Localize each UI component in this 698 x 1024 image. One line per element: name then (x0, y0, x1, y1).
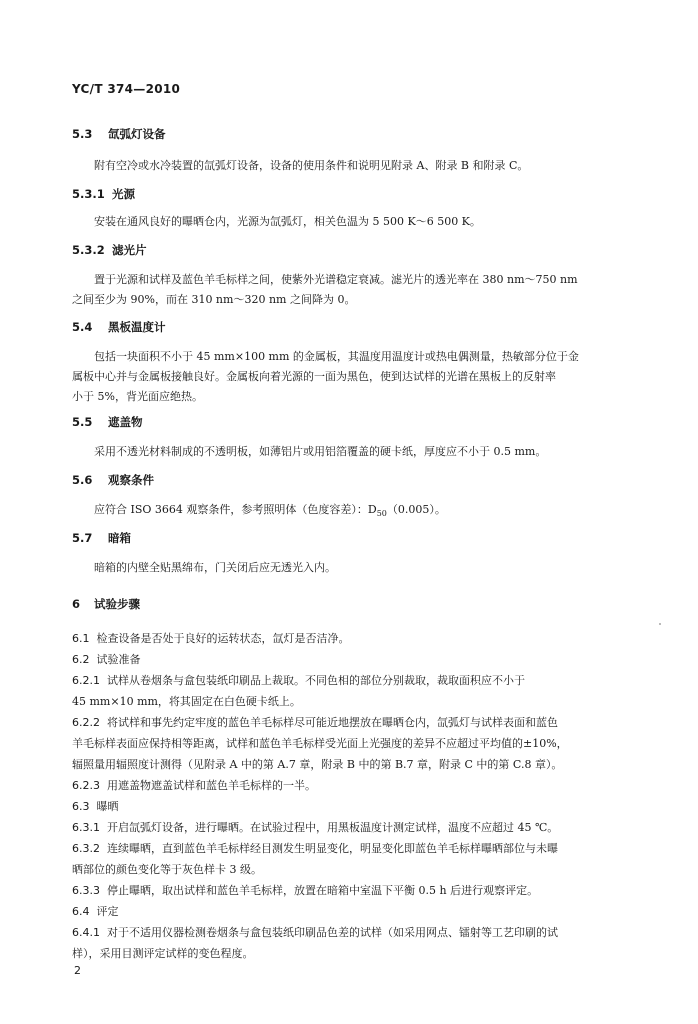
item-number: 6.3.3 (72, 884, 100, 897)
procedure-line (72, 838, 558, 859)
section-number: 5.3.2 (72, 243, 105, 257)
item-text: 晒部位的颜色变化等于灰色样卡 3 级。 (72, 863, 262, 876)
item-text: 样），采用目测评定试样的变色程度。 (72, 947, 254, 960)
item-text: 试验准备 (96, 653, 141, 666)
section-5-4-heading (72, 319, 166, 335)
item-number: 6.3.2 (72, 842, 100, 855)
section-title: 暗箱 (108, 531, 131, 545)
item-text: 45 mm×10 mm，将其固定在白色硬卡纸上。 (72, 695, 301, 708)
item-text: 用遮盖物遮盖试样和蓝色羊毛标样的一半。 (107, 779, 316, 792)
item-number: 6.2.1 (72, 674, 100, 687)
item-text: 曝晒 (96, 800, 119, 813)
section-5-6-heading (72, 472, 154, 488)
item-text: 试样从卷烟条与盒包装纸印刷品上裁取。不同色相的部位分别裁取，裁取面积应不小于 (107, 674, 525, 687)
section-number: 5.3.1 (72, 187, 105, 201)
procedure-line (72, 817, 558, 838)
item-number: 6.4 (72, 905, 90, 918)
item-number: 6.3.1 (72, 821, 100, 834)
item-text: 检查设备是否处于良好的运转状态，氙灯是否洁净。 (96, 632, 350, 645)
page-number: 2 (74, 964, 81, 977)
procedure-line (72, 628, 350, 649)
item-number: 6.4.1 (72, 926, 100, 939)
section-5-6-text (72, 500, 638, 524)
section-title: 滤光片 (112, 243, 147, 257)
procedure-line (72, 670, 525, 691)
section-5-4-text-line2: 属板中心并与金属板接触良好。金属板向着光源的一面为黑色，使到达试样的光谱在黑板上的反射率 (72, 370, 556, 383)
section-number: 5.5 (72, 415, 93, 429)
document-code-header: YC/T 374—2010 (72, 82, 181, 96)
section-title: 遮盖物 (108, 415, 143, 429)
procedure-line (72, 880, 538, 901)
section-number: 5.7 (72, 531, 93, 545)
section-5-3-2-text-line1: 置于光源和试样及蓝色羊毛标样之间，使紫外光谱稳定衰减。滤光片的透光率在 380 nm～750 nm (94, 273, 578, 286)
item-number: 6.1 (72, 632, 90, 645)
procedure-line (72, 754, 562, 775)
section-5-5-text: 采用不透光材料制成的不透明板，如薄铝片或用铝箔覆盖的硬卡纸，厚度应不小于 0.5 mm。 (94, 445, 547, 458)
section-5-5-heading (72, 414, 143, 430)
procedure-line (72, 712, 558, 733)
section-5-3-1-text: 安装在通风良好的曝晒仓内，光源为氙弧灯，相关色温为 5 500 K～6 500 K。 (94, 215, 481, 228)
item-text: 将试样和事先约定牢度的蓝色羊毛标样尽可能近地摆放在曝晒仓内，氙弧灯与试样表面和蓝色 (107, 716, 558, 729)
section-5-4-text-line1: 包括一块面积不小于 45 mm×100 mm 的金属板，其温度用温度计或热电偶测量，热敏部分位于金 (94, 350, 579, 363)
section-5-3-2-text-line2: 之间至少为 90%，而在 310 nm～320 nm 之间降为 0。 (72, 293, 356, 306)
section-5-3-2-heading (72, 242, 147, 258)
procedure-line (72, 943, 254, 964)
item-number: 6.2.2 (72, 716, 100, 729)
section-title: 氙弧灯设备 (108, 127, 166, 141)
item-text: 开启氙弧灯设备，进行曝晒。在试验过程中，用黑板温度计测定试样，温度不应超过 45 ℃。 (107, 821, 559, 834)
procedure-line (72, 733, 568, 754)
section-5-4-text-line3: 小于 5%，背光面应绝热。 (72, 390, 203, 403)
section-5-3-text: 附有空冷或水冷装置的氙弧灯设备，设备的使用条件和说明见附录 A、附录 B 和附录 C。 (94, 159, 529, 172)
section-title: 试验步骤 (94, 597, 140, 611)
procedure-line (72, 859, 262, 880)
section-number: 5.6 (72, 473, 93, 487)
section-5-6-text-b: （0.005）。 (386, 503, 446, 516)
section-number: 5.3 (72, 127, 93, 141)
section-number: 5.4 (72, 320, 93, 334)
illuminant-subscript: 50 (376, 509, 387, 519)
section-6-heading (72, 596, 140, 612)
section-5-7-heading (72, 530, 131, 546)
item-number: 6.3 (72, 800, 90, 813)
section-title: 光源 (112, 187, 135, 201)
item-text: 辐照量用辐照度计测得（见附录 A 中的第 A.7 章，附录 B 中的第 B.7 章，附录 C 中的第 C.8 章）。 (72, 758, 563, 771)
procedure-line (72, 901, 119, 922)
procedure-line (72, 649, 141, 670)
procedure-line (72, 796, 119, 817)
item-text: 连续曝晒，直到蓝色羊毛标样经目测发生明显变化，明显变化即蓝色羊毛标样曝晒部位与未曝 (107, 842, 558, 855)
section-5-3-heading (72, 126, 166, 142)
section-5-7-text: 暗箱的内壁全贴黑绵布，门关闭后应无透光入内。 (94, 561, 336, 574)
item-text: 对于不适用仪器检测卷烟条与盒包装纸印刷品色差的试样（如采用网点、镭射等工艺印刷的试 (107, 926, 558, 939)
procedure-line (72, 775, 316, 796)
procedure-line (72, 922, 558, 943)
item-number: 6.2 (72, 653, 90, 666)
section-5-6-text-a: 应符合 ISO 3664 观察条件，参考照明体（色度容差）：D (94, 503, 377, 516)
scan-speck (659, 623, 661, 625)
item-number: 6.2.3 (72, 779, 100, 792)
section-title: 黑板温度计 (108, 320, 166, 334)
section-title: 观察条件 (108, 473, 154, 487)
section-5-3-1-heading (72, 186, 135, 202)
procedure-line (72, 691, 301, 712)
section-number: 6 (72, 597, 81, 611)
item-text: 羊毛标样表面应保持相等距离，试样和蓝色羊毛标样受光面上光强度的差异不应超过平均值的±10%， (72, 737, 568, 750)
item-text: 停止曝晒，取出试样和蓝色羊毛标样，放置在暗箱中室温下平衡 0.5 h 后进行观察评定。 (107, 884, 539, 897)
item-text: 评定 (96, 905, 119, 918)
